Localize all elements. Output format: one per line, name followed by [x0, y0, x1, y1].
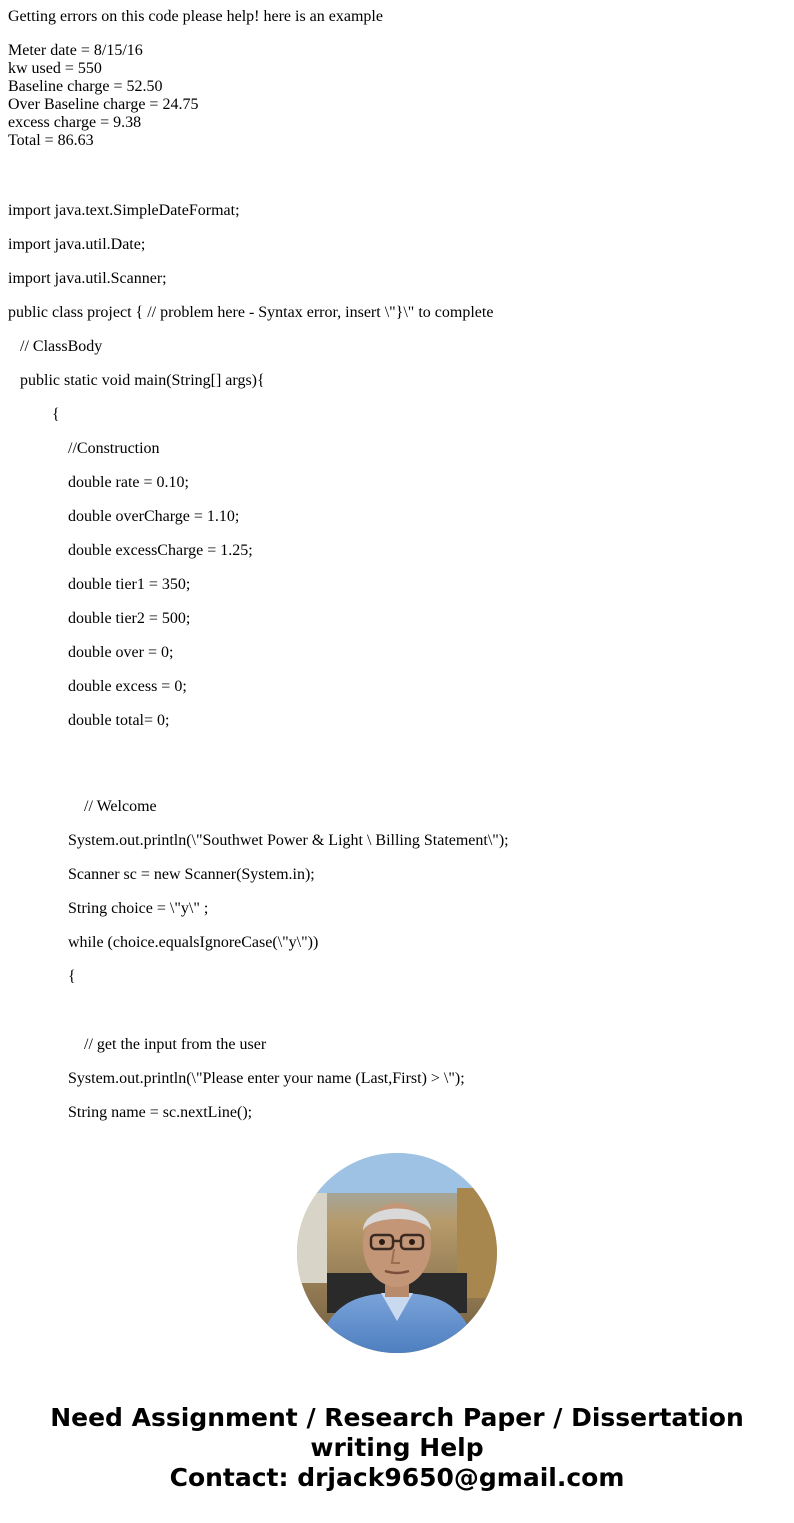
code-line: // get the input from the user	[84, 1036, 267, 1053]
code-line: //Construction	[68, 440, 160, 457]
code-listing	[8, 202, 786, 1122]
code-line: public static void main(String[] args){	[20, 372, 265, 389]
example-output	[8, 42, 786, 150]
example-line: Over Baseline charge = 24.75	[8, 96, 199, 113]
promo-footer	[0, 1403, 794, 1493]
code-line: {	[68, 968, 76, 985]
promo-line: Need Assignment / Research Paper / Dissertation	[50, 1403, 744, 1432]
code-line: String choice = \"y\" ;	[68, 900, 209, 917]
code-line: System.out.println(\"Southwet Power & Light \ Billing Statement\");	[68, 832, 509, 849]
code-line: // Welcome	[84, 798, 157, 815]
question-intro: Getting errors on this code please help! here is an example	[8, 8, 383, 25]
code-line: double total= 0;	[68, 712, 170, 729]
code-line: import java.util.Date;	[8, 236, 146, 253]
code-line: double tier1 = 350;	[68, 576, 191, 593]
code-line: System.out.println(\"Please enter your name (Last,First) > \");	[68, 1070, 465, 1087]
author-photo	[297, 1153, 497, 1353]
code-line: public class project { // problem here - Syntax error, insert \"}\" to complete	[8, 304, 494, 321]
code-line: import java.util.Scanner;	[8, 270, 167, 287]
example-line: Meter date = 8/15/16	[8, 42, 143, 59]
code-line: double overCharge = 1.10;	[68, 508, 240, 525]
contact-email: Contact: drjack9650@gmail.com	[169, 1463, 625, 1492]
code-line: double excess = 0;	[68, 678, 187, 695]
question-post	[8, 0, 786, 1123]
example-line: Baseline charge = 52.50	[8, 78, 163, 95]
author-avatar	[297, 1153, 497, 1353]
example-line: kw used = 550	[8, 60, 102, 77]
code-line: import java.text.SimpleDateFormat;	[8, 202, 240, 219]
code-line: double over = 0;	[68, 644, 174, 661]
code-line: while (choice.equalsIgnoreCase(\"y\"))	[68, 934, 319, 951]
code-line: {	[52, 406, 60, 423]
code-line: double rate = 0.10;	[68, 474, 189, 491]
code-line: // ClassBody	[20, 338, 103, 355]
code-line: double tier2 = 500;	[68, 610, 191, 627]
code-line: double excessCharge = 1.25;	[68, 542, 253, 559]
example-line: Total = 86.63	[8, 132, 94, 149]
code-line: String name = sc.nextLine();	[68, 1104, 253, 1121]
code-line: Scanner sc = new Scanner(System.in);	[68, 866, 315, 883]
example-line: excess charge = 9.38	[8, 114, 142, 131]
promo-line: writing Help	[310, 1433, 484, 1462]
